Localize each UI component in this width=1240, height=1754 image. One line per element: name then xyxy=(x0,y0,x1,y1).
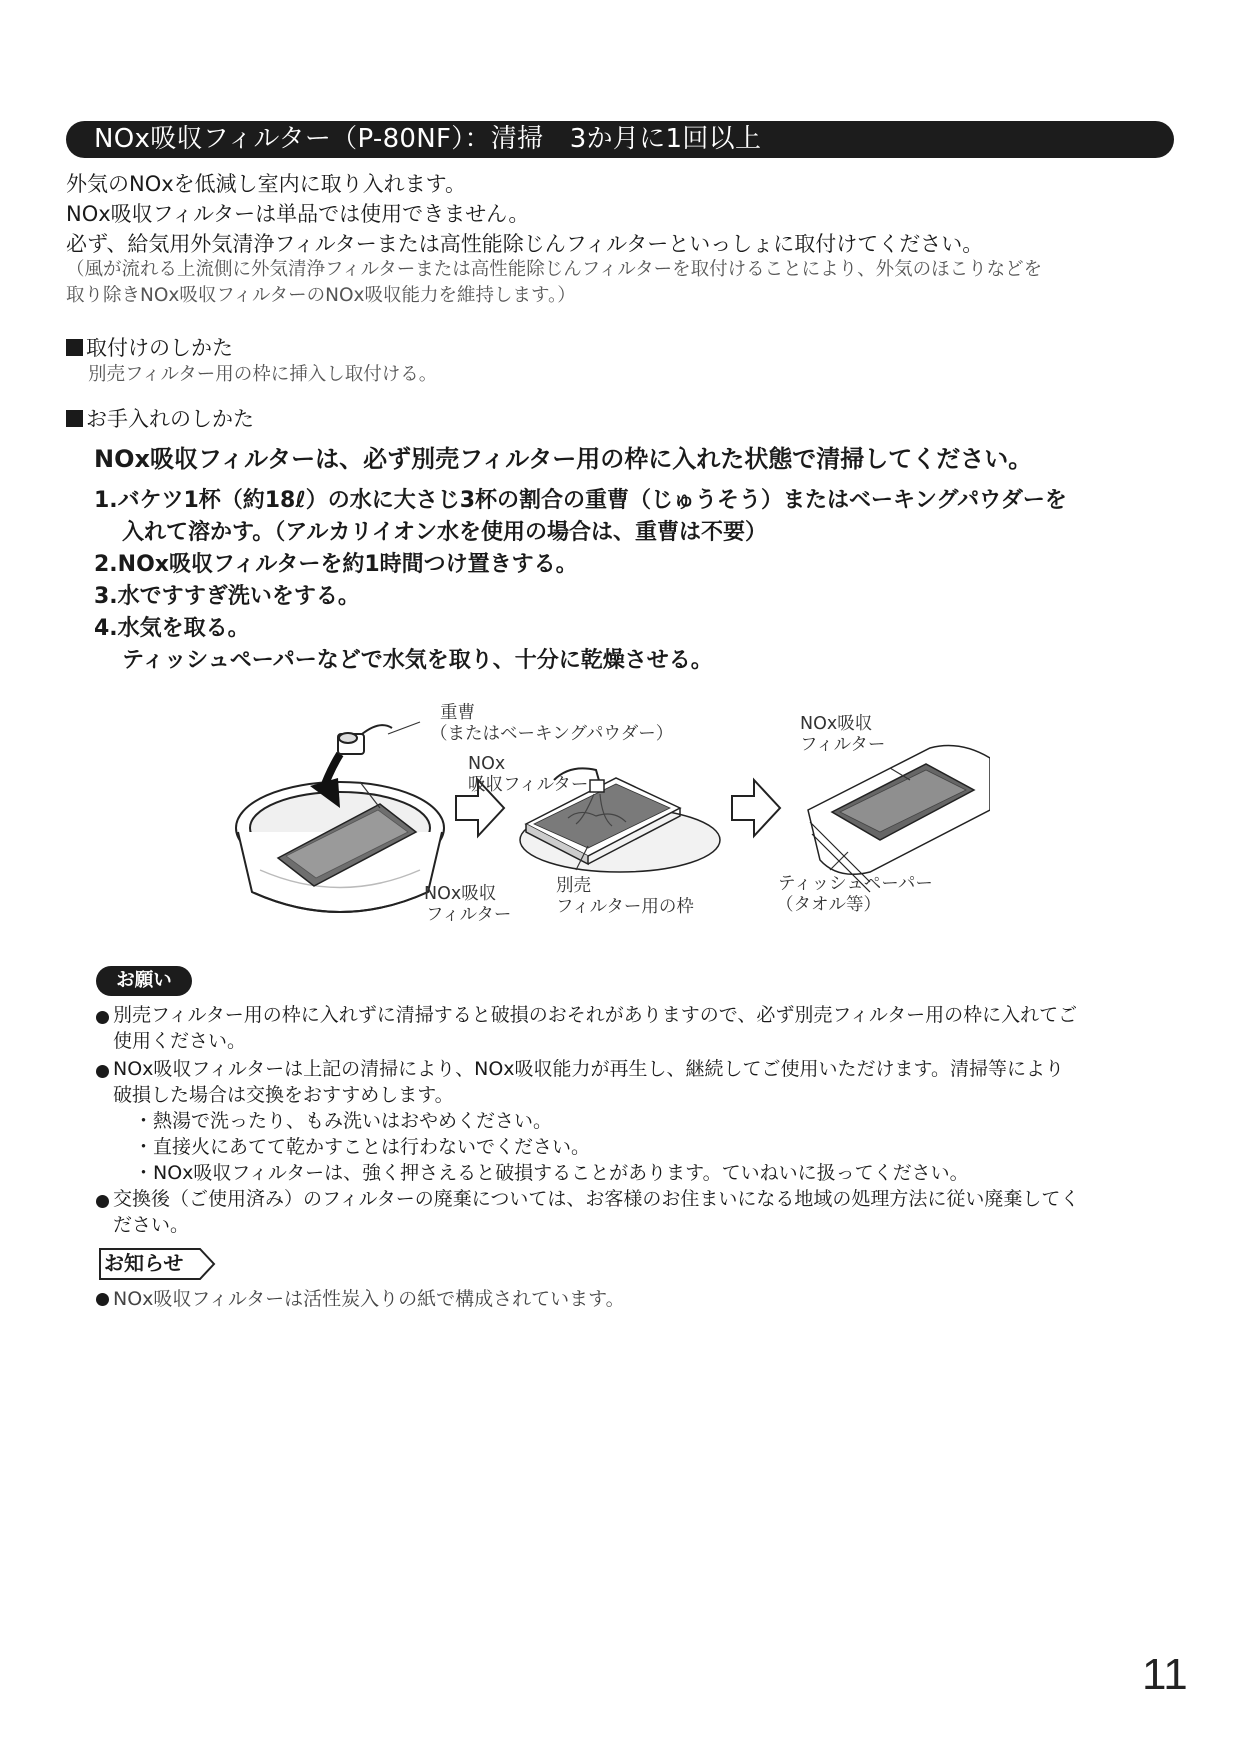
right-arrow-icon xyxy=(732,780,780,836)
request-sub-bullet-2: ・直接火にあてて乾かすことは行わないでください。 xyxy=(134,1136,591,1158)
tap-filter-label-line-2: 吸収フィルター xyxy=(468,775,589,795)
step-1-line-1: 1.バケツ1杯（約18ℓ）の水に大さじ3杯の割合の重曹（じゅうそう）またはベーキングパウダーを xyxy=(94,488,1067,513)
step-3: 3.水ですすぎ洗いをする。 xyxy=(94,584,360,609)
install-heading: 取付けのしかた xyxy=(66,335,233,361)
care-instruction: NOx吸収フィルターは、必ず別売フィルター用の枠に入れた状態で清掃してください。 xyxy=(94,445,1033,473)
bullet-icon xyxy=(96,1011,109,1024)
square-bullet-icon xyxy=(66,339,83,356)
intro-note-line-1: （風が流れる上流側に外気清浄フィルターまたは高性能除じんフィルターを取付けることにより、外気のほこりなどを xyxy=(66,259,1043,280)
step-4: 4.水気を取る。 xyxy=(94,616,250,641)
request-bullet-1-line-1: 別売フィルター用の枠に入れずに清掃すると破損のおそれがありますので、必ず別売フィルター用の枠に入れてご xyxy=(113,1004,1078,1026)
step-1-line-2: 入れて溶かす。（アルカリイオン水を使用の場合は、重曹は不要） xyxy=(122,520,768,545)
request-bullet-2-line-1: NOx吸収フィルターは上記の清掃により、NOx吸収能力が再生し、継続してご使用いただけます。清掃等により xyxy=(113,1058,1065,1080)
towel-filter-label-line-2: フィルター xyxy=(800,735,886,755)
bullet-icon xyxy=(96,1293,109,1306)
request-bullet-3-line-1: 交換後（ご使用済み）のフィルターの廃棄については、お客様のお住まいになる地域の処理方法に従い廃棄してく xyxy=(113,1188,1080,1210)
request-bullet-2-line-2: 破損した場合は交換をおすすめします。 xyxy=(113,1084,454,1106)
bucket-filter-label-line-2: フィルター xyxy=(426,905,512,925)
notice-badge: お知らせ xyxy=(104,1251,184,1275)
intro-line-1: 外気のNOxを低減し室内に取り入れます。 xyxy=(66,172,466,196)
request-bullet-1-line-2: 使用ください。 xyxy=(113,1030,247,1052)
request-sub-bullet-3: ・NOx吸収フィルターは、強く押さえると破損することがあります。ていねいに扱ってください。 xyxy=(134,1162,969,1184)
tap-filter-label-line-1: NOx xyxy=(468,754,506,774)
square-bullet-icon xyxy=(66,410,83,427)
step-2: 2.NOx吸収フィルターを約1時間つけ置きする。 xyxy=(94,552,578,577)
section-title: NOx吸収フィルター（P-80NF）：清掃 3か月に1回以上 xyxy=(94,124,762,154)
soda-label-line-2: （またはベーキングパウダー） xyxy=(430,724,674,744)
bullet-icon xyxy=(96,1195,109,1208)
notice-text: NOx吸収フィルターは活性炭入りの紙で構成されています。 xyxy=(113,1288,625,1310)
frame-label-line-2: フィルター用の枠 xyxy=(556,897,694,917)
intro-line-3: 必ず、給気用外気清浄フィルターまたは高性能除じんフィルターといっしょに取付けてください。 xyxy=(66,232,984,256)
bucket-filter-label-line-1: NOx吸収 xyxy=(424,884,497,904)
intro-note-line-2: 取り除きNOx吸収フィルターのNOx吸収能力を維持します。） xyxy=(66,285,576,306)
request-badge: お願い xyxy=(96,966,192,996)
page-number: 11 xyxy=(1142,1650,1188,1699)
install-text: 別売フィルター用の枠に挿入し取付ける。 xyxy=(88,364,438,385)
towel-filter-label-line-1: NOx吸収 xyxy=(800,714,873,734)
request-sub-bullet-1: ・熱湯で洗ったり、もみ洗いはおやめください。 xyxy=(134,1110,553,1132)
spoon-icon xyxy=(338,725,392,754)
soda-label-line-1: 重曹 xyxy=(440,703,475,723)
towel-illustration xyxy=(808,746,990,892)
step-4-detail: ティッシュペーパーなどで水気を取り、十分に乾燥させる。 xyxy=(122,648,713,673)
frame-label-line-1: 別売 xyxy=(556,876,591,896)
request-bullet-3-line-2: ださい。 xyxy=(113,1214,190,1236)
bullet-icon xyxy=(96,1065,109,1078)
intro-line-2: NOx吸収フィルターは単品では使用できません。 xyxy=(66,202,530,226)
towel-label-line-2: （タオル等） xyxy=(776,895,881,915)
soda-leader-line xyxy=(388,722,420,734)
towel-label-line-1: ティッシュペーパー xyxy=(778,874,933,894)
care-heading: お手入れのしかた xyxy=(66,406,254,432)
